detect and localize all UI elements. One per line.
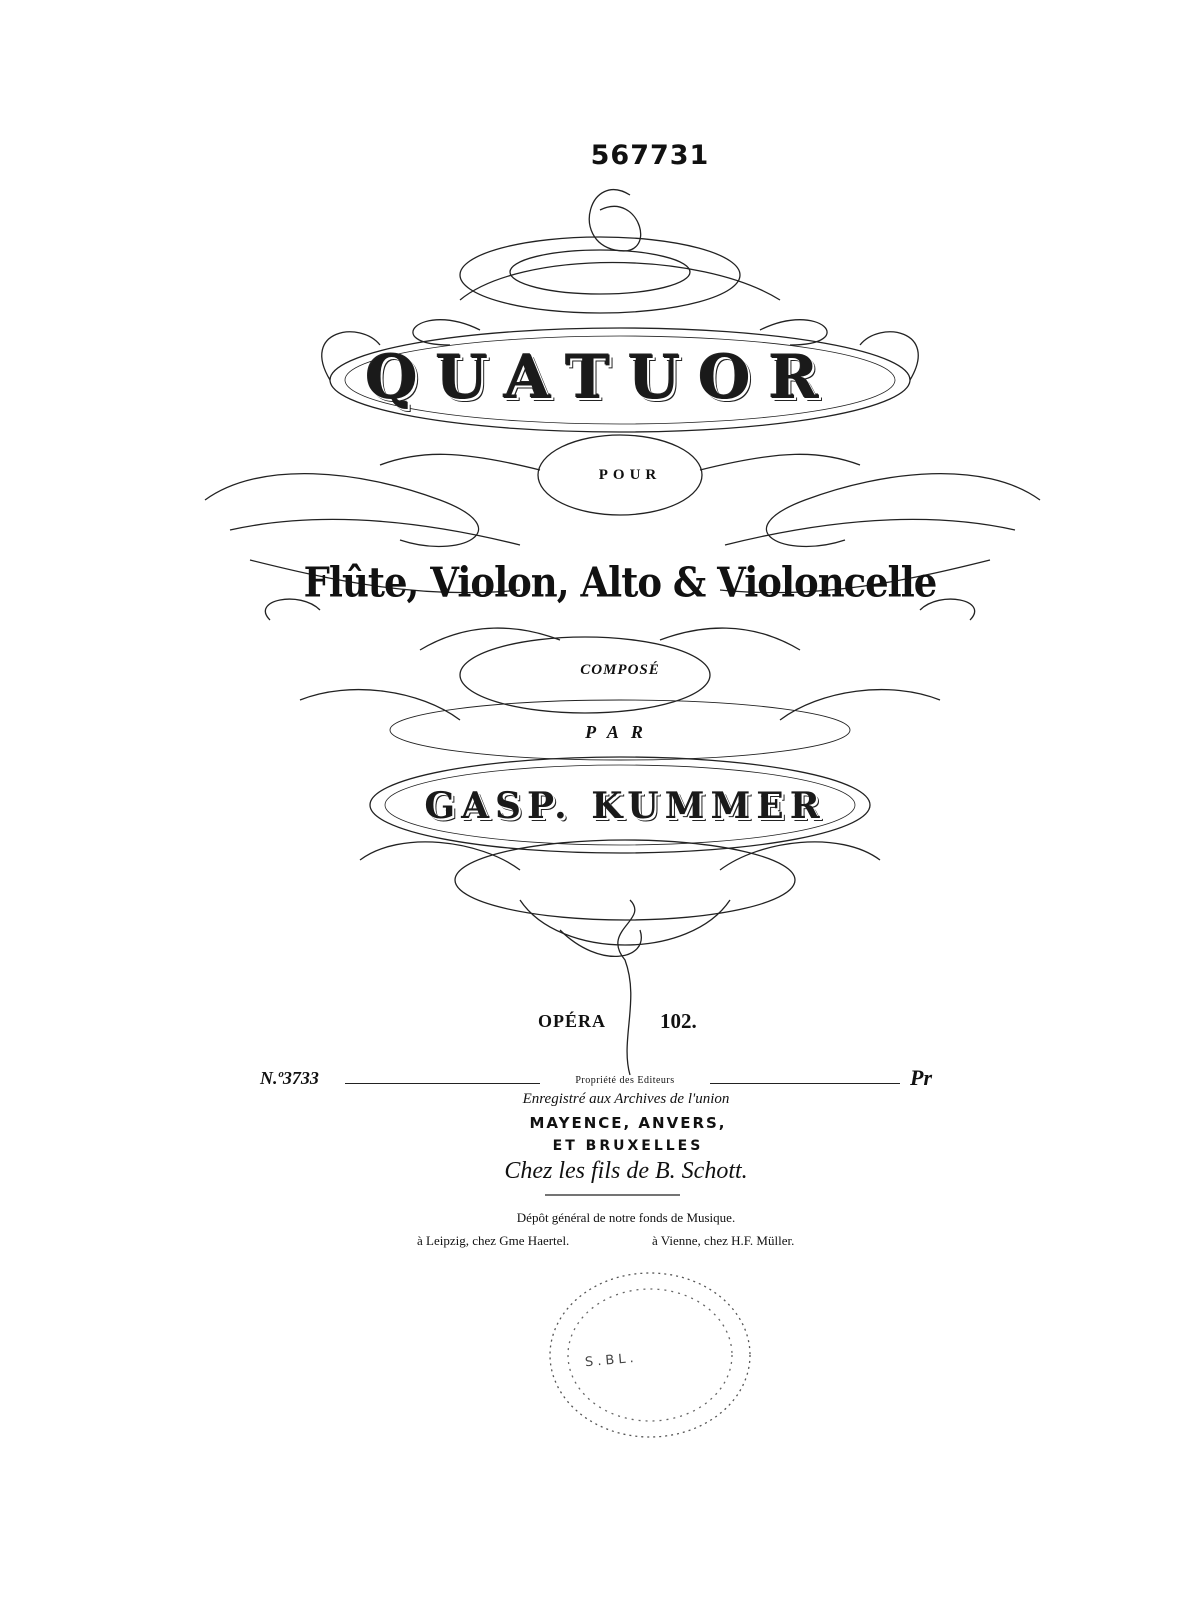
depot-notice: Dépôt général de notre fonds de Musique. [516,1210,736,1225]
distributor-leipzig: à Leipzig, chez Gme Haertel. [417,1233,570,1248]
publisher-cities-line2: ET BRUXELLES [552,1138,704,1154]
stamp-text: S.BL. [584,1350,639,1371]
distributor-vienne: à Vienne, chez H.F. Müller. [652,1233,795,1248]
page-title: QUATUOR [365,343,837,413]
library-stamp-icon [545,1270,755,1445]
par-label: PAR [585,722,655,742]
instrumentation: Flûte, Violon, Alto & Violoncelle [303,557,937,607]
composer-name: GASP. KUMMER [424,785,826,827]
opus-number: 102. [660,1009,697,1033]
opus-label: OPÉRA [538,1011,606,1031]
publisher-name: Chez les fils de B. Schott. [504,1158,748,1184]
registration-notice: Enregistré aux Archives de l'union [522,1091,730,1107]
publisher-cities-line1: MAYENCE, ANVERS, [529,1114,727,1132]
price-mark: Pr [910,1065,932,1090]
pour-label: POUR [598,467,662,483]
catalog-number: 567731 [590,140,710,171]
compose-label: COMPOSÉ [580,662,660,678]
plate-number: N.º3733 [260,1068,319,1088]
copyright-notice: Propriété des Editeurs [575,1075,675,1086]
